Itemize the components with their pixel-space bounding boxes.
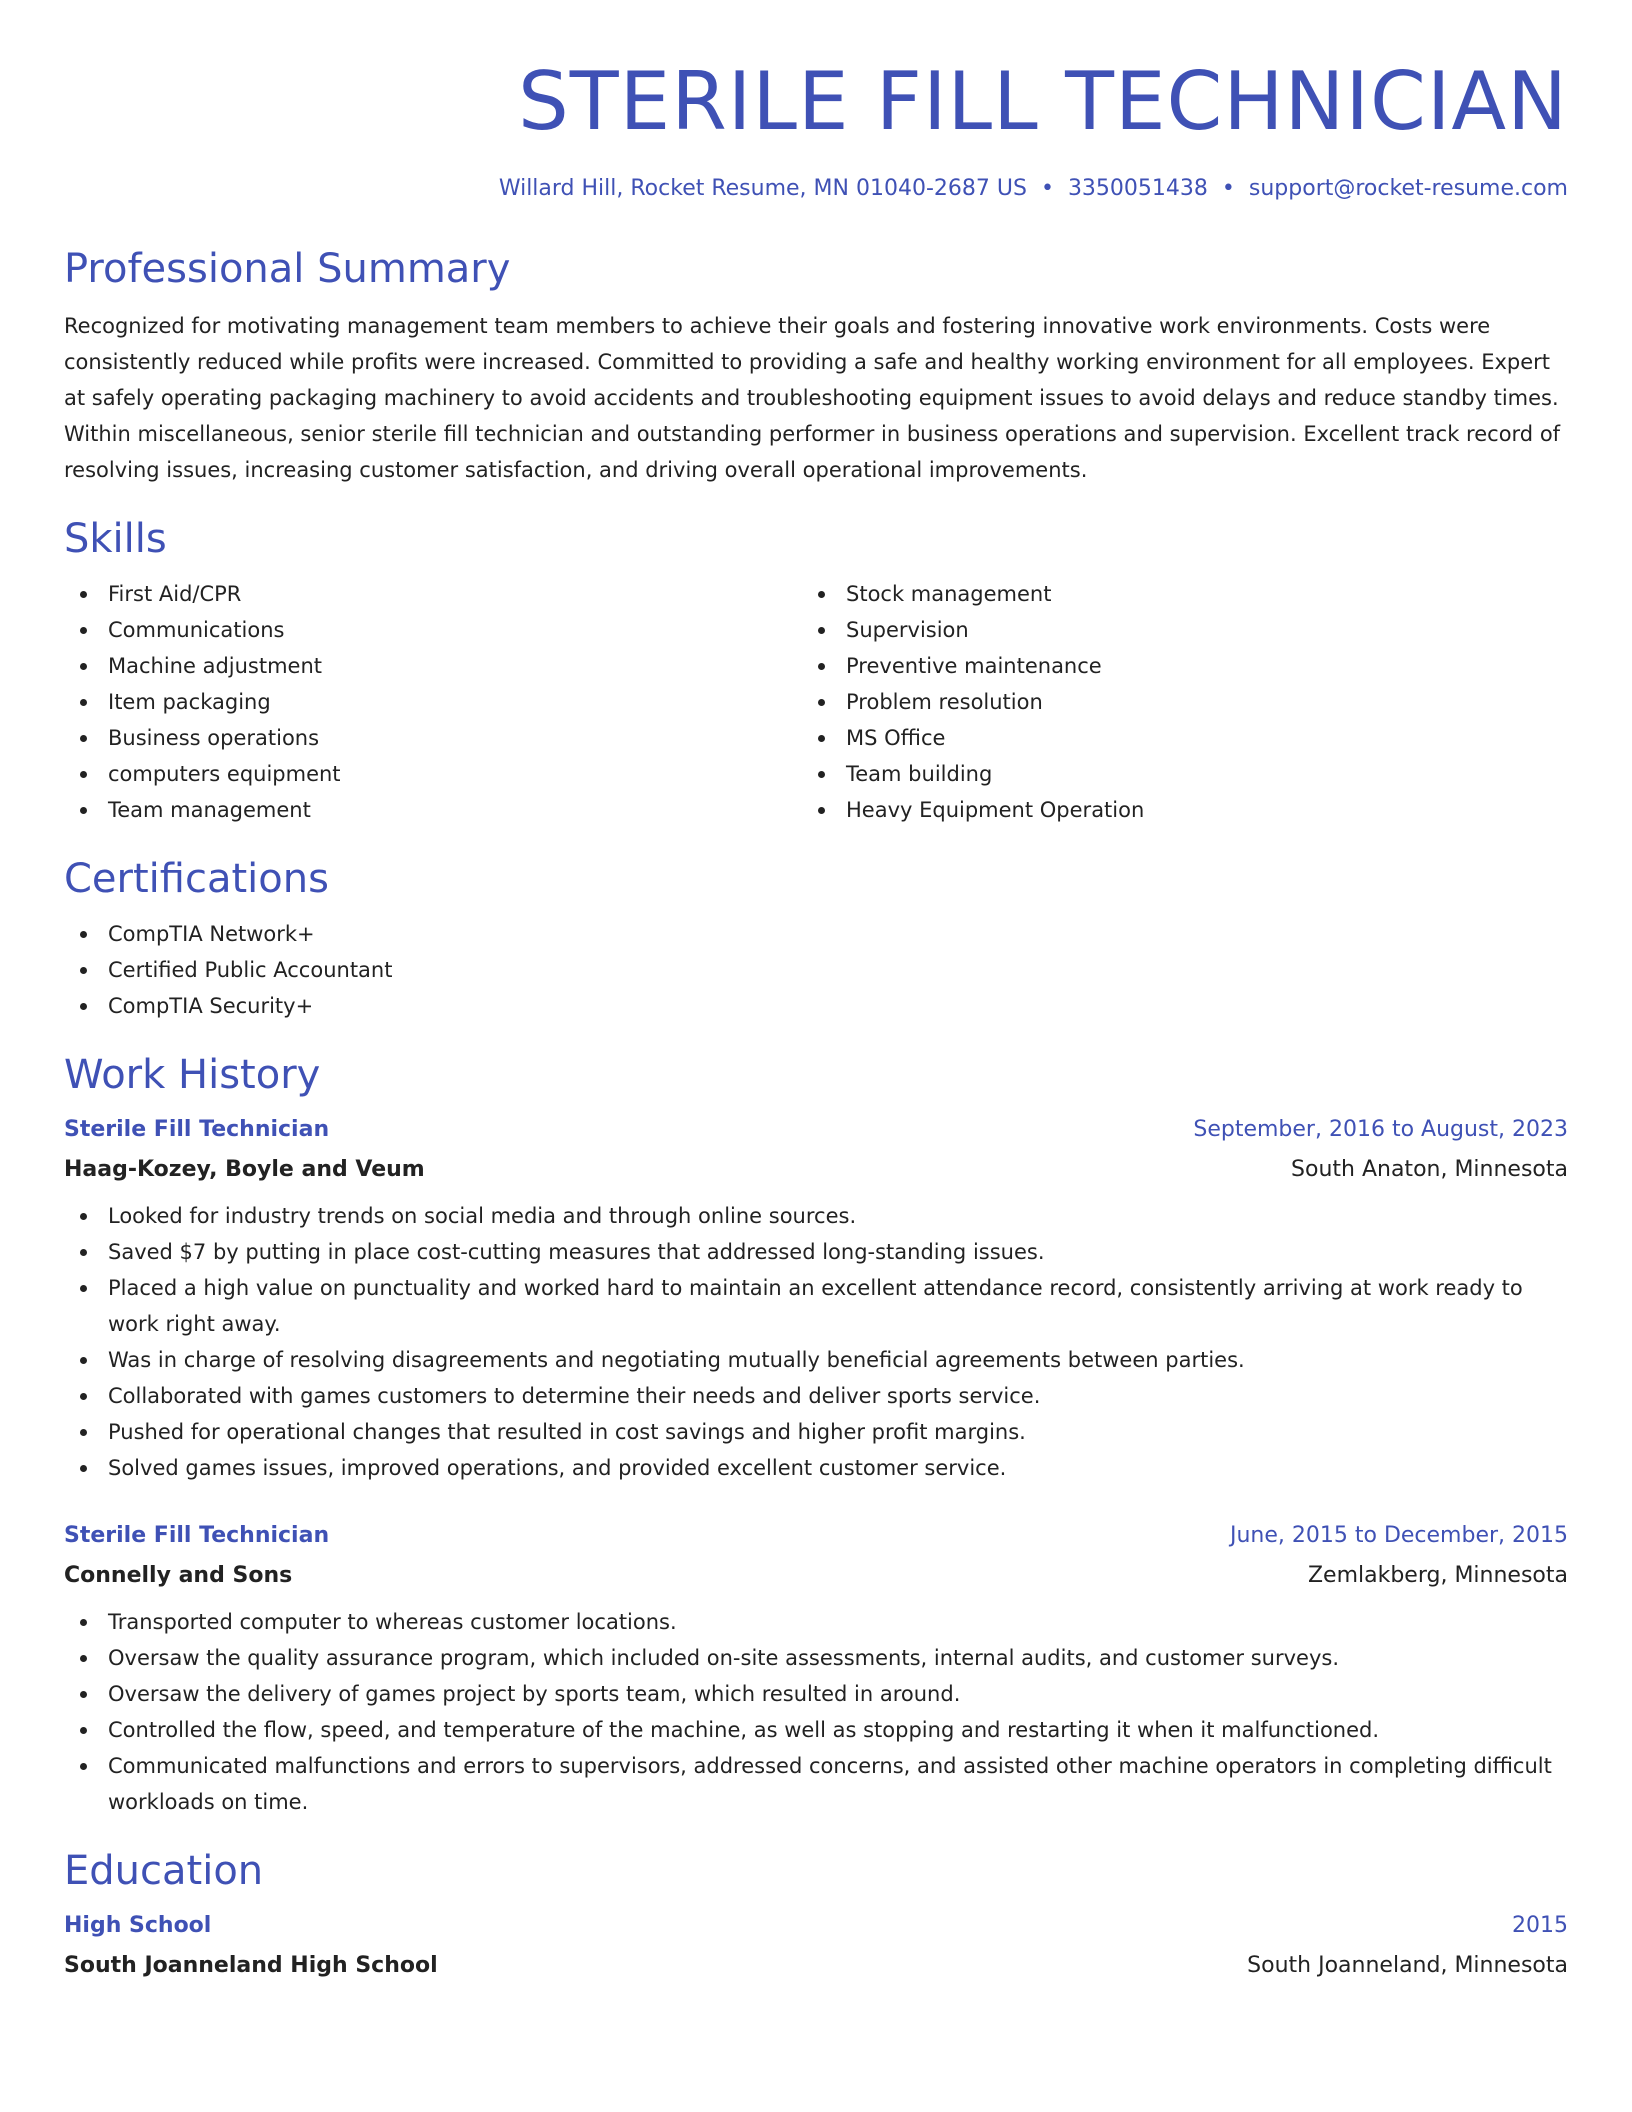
skill-item: Stock management: [802, 576, 1540, 612]
skill-item: Team management: [64, 792, 802, 828]
certification-item: CompTIA Security+: [64, 988, 1568, 1024]
skills-grid: [64, 576, 1568, 828]
education-location: South Joanneland, Minnesota: [1247, 1953, 1568, 1978]
job-company: Connelly and Sons: [64, 1563, 293, 1588]
skill-item: MS Office: [802, 720, 1540, 756]
certification-item: CompTIA Network+: [64, 916, 1568, 952]
job-bullet: Communicated malfunctions and errors to supervisors, addressed concerns, and assisted other machine operators in completing difficult workloads on time.: [64, 1748, 1568, 1820]
job-bullet: Oversaw the delivery of games project by sports team, which resulted in around.: [64, 1676, 1568, 1712]
skill-item: Machine adjustment: [64, 648, 802, 684]
skills-left-column: [64, 576, 802, 828]
skill-item: Item packaging: [64, 684, 802, 720]
job-entry: [64, 1110, 1568, 1486]
work-history-title: Work History: [64, 1052, 321, 1098]
job-bullet: Placed a high value on punctuality and worked hard to maintain an excellent attendance record, consistently arriving at work ready to work right away.: [64, 1270, 1568, 1342]
work-history-section: [64, 1050, 1568, 1820]
contact-phone: 3350051438: [1067, 176, 1208, 201]
education-title: Education: [64, 1848, 264, 1894]
education-year: 2015: [1512, 1913, 1568, 1938]
contact-line: [64, 174, 1568, 204]
skills-right-column: [802, 576, 1540, 828]
job-bullet: Transported computer to whereas customer locations.: [64, 1604, 1568, 1640]
certifications-section: [64, 854, 1568, 1024]
skill-item: Supervision: [802, 612, 1540, 648]
job-bullet: Controlled the flow, speed, and temperature of the machine, as well as stopping and restarting it when it malfunctioned.: [64, 1712, 1568, 1748]
summary-text: Recognized for motivating management team members to achieve their goals and fostering innovative work environments. Costs were consistently reduced while profits were increased. Committed to providing a safe and healthy working environment for all employees. Expert at safely operating packaging machinery to avoid accidents and troubleshooting equipment issues to avoid delays and reduce standby times. Within miscellaneous, senior sterile fill technician and outstanding performer in business operations and supervision. Excellent track record of resolving issues, increasing customer satisfaction, and driving overall operational improvements.: [64, 314, 1561, 482]
skill-item: Problem resolution: [802, 684, 1540, 720]
job-company: Haag-Kozey, Boyle and Veum: [64, 1157, 425, 1182]
job-bullet: Saved $7 by putting in place cost-cutting measures that addressed long-standing issues.: [64, 1234, 1568, 1270]
skill-item: Business operations: [64, 720, 802, 756]
education-degree: High School: [64, 1913, 212, 1938]
job-bullet: Was in charge of resolving disagreements and negotiating mutually beneficial agreements between parties.: [64, 1342, 1568, 1378]
job-bullet: Collaborated with games customers to determine their needs and deliver sports service.: [64, 1378, 1568, 1414]
job-bullet: Oversaw the quality assurance program, which included on-site assessments, internal audits, and customer surveys.: [64, 1640, 1568, 1676]
job-entry: [64, 1516, 1568, 1820]
contact-email[interactable]: support@rocket-resume.com: [1248, 176, 1568, 201]
resume-name: STERILE FILL TECHNICIAN: [518, 55, 1568, 148]
skill-item: Heavy Equipment Operation: [802, 792, 1540, 828]
job-title: Sterile Fill Technician: [64, 1523, 330, 1548]
job-dates: June, 2015 to December, 2015: [1229, 1523, 1568, 1548]
job-bullet: Looked for industry trends on social media and through online sources.: [64, 1198, 1568, 1234]
skill-item: First Aid/CPR: [64, 576, 802, 612]
certification-item: Certified Public Accountant: [64, 952, 1568, 988]
skill-item: computers equipment: [64, 756, 802, 792]
skills-title: Skills: [64, 516, 167, 562]
summary-title: Professional Summary: [64, 246, 511, 292]
skill-item: Preventive maintenance: [802, 648, 1540, 684]
contact-separator: •: [1040, 176, 1054, 201]
education-entry: [64, 1906, 1568, 1986]
job-location: South Anaton, Minnesota: [1291, 1157, 1568, 1182]
skills-section: [64, 514, 1568, 828]
job-dates: September, 2016 to August, 2023: [1193, 1117, 1568, 1142]
education-section: [64, 1846, 1568, 1986]
job-location: Zemlakberg, Minnesota: [1307, 1563, 1568, 1588]
job-title: Sterile Fill Technician: [64, 1117, 330, 1142]
job-bullet: Pushed for operational changes that resulted in cost savings and higher profit margins.: [64, 1414, 1568, 1450]
summary-section: [64, 244, 1568, 488]
education-school: South Joanneland High School: [64, 1953, 438, 1978]
certifications-title: Certifications: [64, 856, 329, 902]
job-bullet: Solved games issues, improved operations, and provided excellent customer service.: [64, 1450, 1568, 1486]
contact-separator: •: [1221, 176, 1235, 201]
skill-item: Team building: [802, 756, 1540, 792]
contact-address: Willard Hill, Rocket Resume, MN 01040-2687 US: [498, 176, 1027, 201]
skill-item: Communications: [64, 612, 802, 648]
